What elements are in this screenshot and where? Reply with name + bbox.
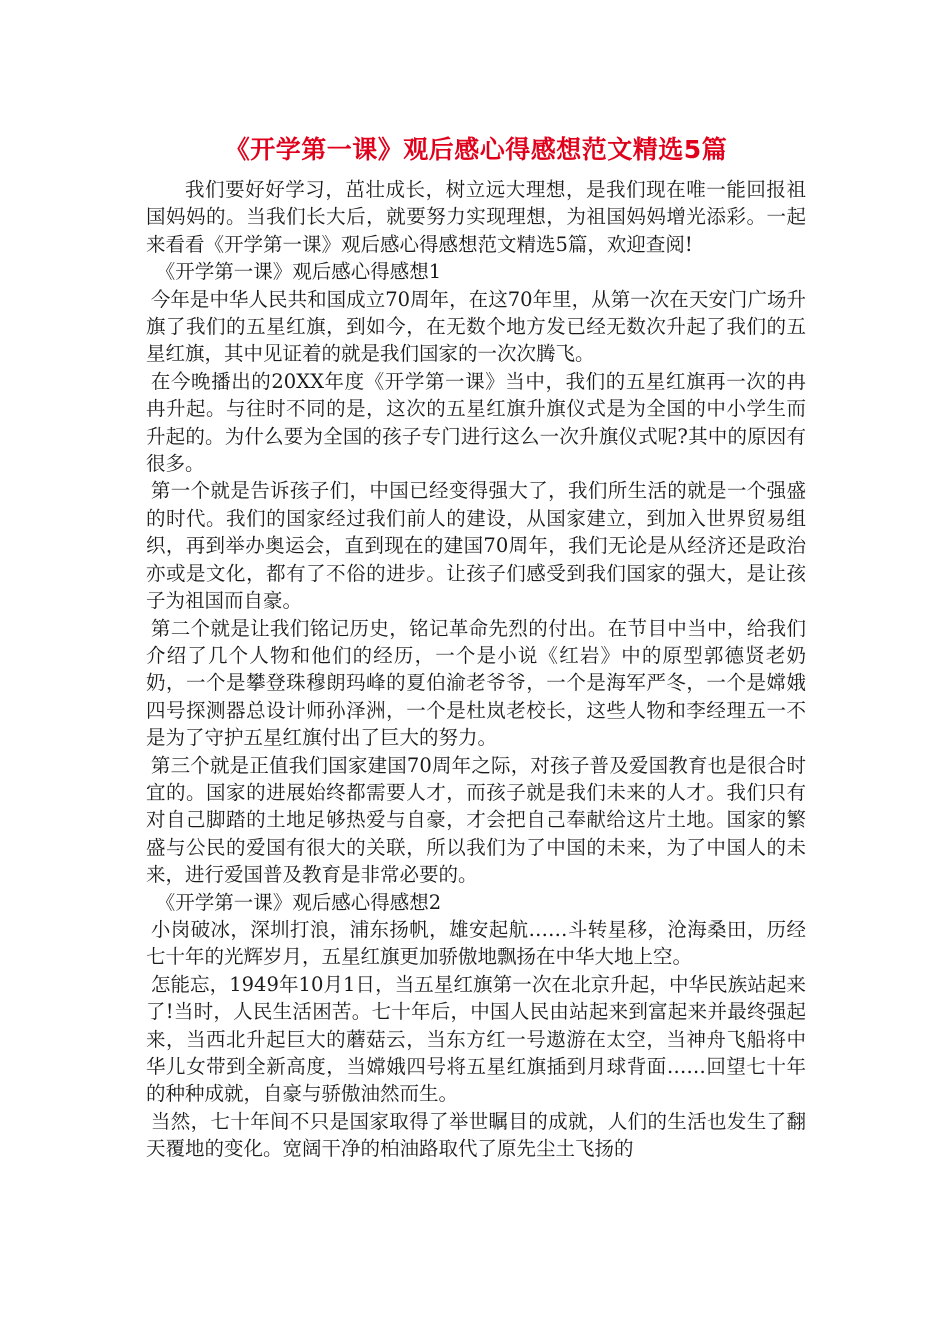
section-heading: 《开学第一课》观后感心得感想1: [155, 260, 442, 284]
document-body: [146, 176, 806, 1163]
intro-paragraph: 我们要好好学习，茁壮成长，树立远大理想，是我们现在唯一能回报祖国妈妈的。当我们长大后，就要努力实现理想，为祖国妈妈增光添彩。一起来看看《开学第一课》观后感心得感想范文精选5篇，欢迎查阅!: [146, 178, 806, 256]
body-paragraph: 第一个就是告诉孩子们，中国已经变得强大了，我们所生活的就是一个强盛的时代。我们的国家经过我们前人的建设，从国家建立，到加入世界贸易组织，再到举办奥运会，直到现在的建国70周年，我们无论是从经济还是政治亦或是文化，都有了不俗的进步。让孩子们感受到我们国家的强大，是让孩子为祖国而自豪。: [146, 479, 806, 613]
body-paragraph: 第二个就是让我们铭记历史，铭记革命先烈的付出。在节目中当中，给我们介绍了几个人物和他们的经历，一个是小说《红岩》中的原型郭德贤老奶奶，一个是攀登珠穆朗玛峰的夏伯渝老爷爷，一个是海军严冬，一个是嫦娥四号探测器总设计师孙泽洲，一个是杜岚老校长，这些人物和李经理五一不是为了守护五星红旗付出了巨大的努力。: [146, 616, 806, 750]
body-paragraph: 当然，七十年间不只是国家取得了举世瞩目的成就，人们的生活也发生了翻天覆地的变化。宽阔干净的柏油路取代了原先尘土飞扬的: [146, 1109, 806, 1161]
body-paragraph: 今年是中华人民共和国成立70周年，在这70年里，从第一次在天安门广场升旗了我们的五星红旗，到如今，在无数个地方发已经无数次升起了我们的五星红旗，其中见证着的就是我们国家的一次次腾飞。: [146, 287, 806, 366]
body-paragraph: 小岗破冰，深圳打浪，浦东扬帆，雄安起航……斗转星移，沧海桑田，历经七十年的光辉岁月，五星红旗更加骄傲地飘扬在中华大地上空。: [146, 917, 806, 969]
document-title: 《开学第一课》观后感心得感想范文精选5篇: [224, 135, 728, 164]
body-paragraph: 怎能忘，1949年10月1日，当五星红旗第一次在北京升起，中华民族站起来了!当时，人民生活困苦。七十年后，中国人民由站起来到富起来并最终强起来，当西北升起巨大的蘑菇云，当东方红一号遨游在太空，当神舟飞船将中华儿女带到全新高度，当嫦娥四号将五星红旗插到月球背面……回望七十年的种种成就，自豪与骄傲油然而生。: [146, 972, 806, 1106]
section-heading: 《开学第一课》观后感心得感想2: [155, 890, 442, 914]
document-page: [146, 128, 806, 1163]
body-paragraph: 在今晚播出的20XX年度《开学第一课》当中，我们的五星红旗再一次的冉冉升起。与往时不同的是，这次的五星红旗升旗仪式是为全国的中小学生而升起的。为什么要为全国的孩子专门进行这么一次升旗仪式呢?其中的原因有很多。: [146, 369, 806, 476]
body-paragraph: 第三个就是正值我们国家建国70周年之际，对孩子普及爱国教育也是很合时宜的。国家的进展始终都需要人才，而孩子就是我们未来的人才。我们只有对自己脚踏的土地足够热爱与自豪，才会把自己奉献给这片土地。国家的繁盛与公民的爱国有很大的关联，所以我们为了中国的未来，为了中国人的未来，进行爱国普及教育是非常必要的。: [146, 753, 806, 887]
